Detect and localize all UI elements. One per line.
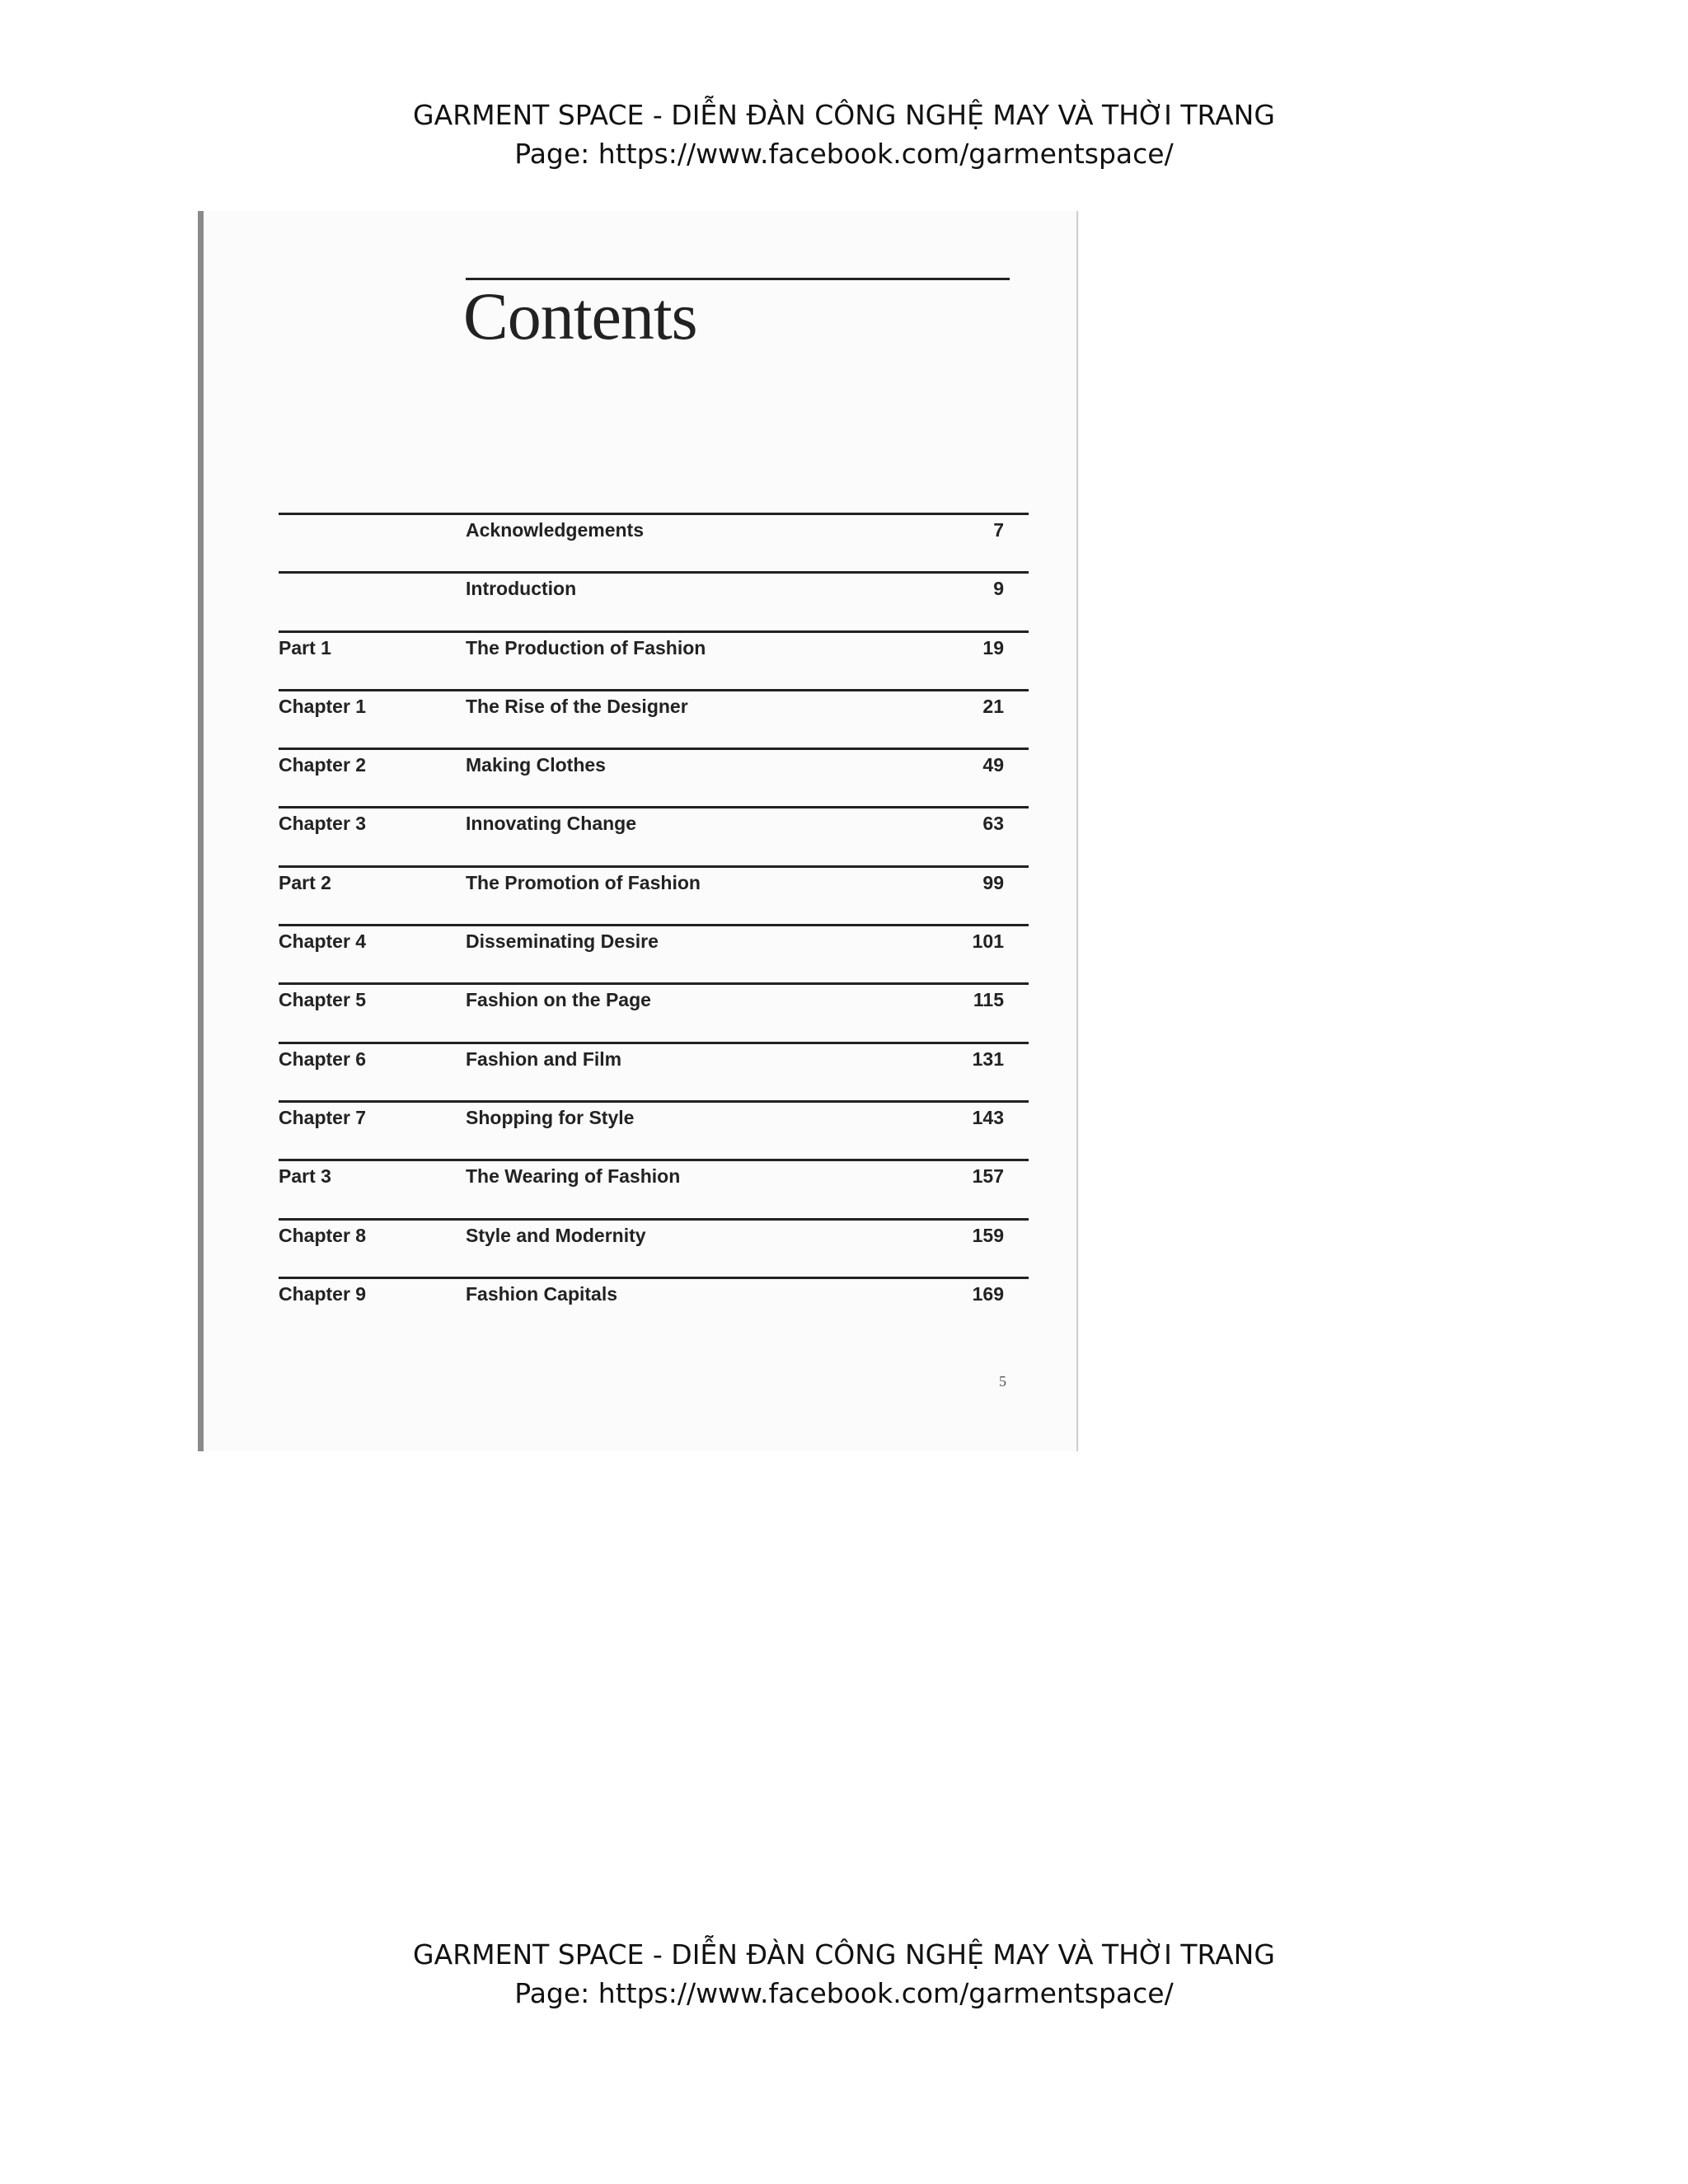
toc-row	[279, 806, 1029, 865]
toc-label: Chapter 3	[279, 813, 367, 835]
toc-page-number: 169	[972, 1282, 1004, 1305]
toc-row	[279, 748, 1029, 806]
toc-page-number: 7	[993, 519, 1004, 541]
toc-row	[279, 1100, 1029, 1159]
toc-label: Chapter 6	[279, 1047, 367, 1070]
scanned-page	[198, 211, 1080, 1451]
banner-link: Page: https://www.facebook.com/garmentspace/	[514, 138, 1174, 170]
banner-title: GARMENT SPACE - DIỄN ĐÀN CÔNG NGHỆ MAY VÀ THỜI TRANG	[413, 99, 1275, 131]
table-of-contents	[279, 513, 1029, 1335]
banner-link: Page: https://www.facebook.com/garmentspace/	[514, 1977, 1174, 2009]
toc-page-number: 131	[972, 1047, 1004, 1070]
banner-title: GARMENT SPACE - DIỄN ĐÀN CÔNG NGHỆ MAY VÀ THỜI TRANG	[413, 1938, 1275, 1971]
toc-label: Part 3	[279, 1165, 331, 1188]
toc-row	[279, 1277, 1029, 1335]
toc-title: The Rise of the Designer	[466, 695, 688, 717]
toc-title: Style and Modernity	[466, 1224, 646, 1246]
toc-row	[279, 630, 1029, 689]
toc-label: Chapter 5	[279, 989, 367, 1011]
toc-page-number: 159	[972, 1224, 1004, 1246]
toc-page-number: 63	[982, 813, 1004, 835]
toc-title: Fashion Capitals	[466, 1282, 618, 1305]
toc-row	[279, 571, 1029, 630]
toc-page-number: 19	[982, 636, 1004, 658]
toc-row	[279, 513, 1029, 571]
toc-title: Making Clothes	[466, 754, 606, 776]
toc-page-number: 21	[982, 695, 1004, 717]
toc-row	[279, 924, 1029, 982]
toc-title: Innovating Change	[466, 813, 636, 835]
toc-title: Shopping for Style	[466, 1106, 635, 1128]
toc-title: The Wearing of Fashion	[466, 1165, 681, 1188]
toc-row	[279, 1218, 1029, 1277]
toc-label: Part 2	[279, 871, 331, 893]
toc-page-number: 49	[982, 754, 1004, 776]
toc-label: Chapter 9	[279, 1282, 367, 1305]
toc-label: Part 1	[279, 636, 331, 658]
page-number: 5	[999, 1373, 1006, 1390]
toc-row	[279, 1042, 1029, 1100]
toc-title: Disseminating Desire	[466, 930, 659, 953]
toc-page-number: 143	[972, 1106, 1004, 1128]
toc-page-number: 99	[982, 871, 1004, 893]
toc-label: Chapter 7	[279, 1106, 367, 1128]
header-banner	[0, 96, 1688, 173]
toc-row	[279, 1159, 1029, 1217]
toc-row	[279, 982, 1029, 1041]
toc-label: Chapter 1	[279, 695, 367, 717]
page-left-edge	[198, 211, 204, 1451]
toc-page-number: 115	[973, 989, 1004, 1011]
toc-label: Chapter 2	[279, 754, 367, 776]
toc-label: Chapter 8	[279, 1224, 367, 1246]
toc-page-number: 157	[972, 1165, 1004, 1188]
toc-page-number: 9	[993, 578, 1004, 600]
toc-title: The Promotion of Fashion	[466, 871, 701, 893]
footer-banner	[0, 1935, 1688, 2013]
toc-page-number: 101	[972, 930, 1004, 953]
page-title: Contents	[463, 279, 697, 354]
toc-title: Fashion on the Page	[466, 989, 651, 1011]
toc-title: Introduction	[466, 578, 577, 600]
page-right-edge	[1076, 211, 1078, 1451]
toc-label: Chapter 4	[279, 930, 367, 953]
toc-title: Fashion and Film	[466, 1047, 622, 1070]
toc-title: Acknowledgements	[466, 519, 644, 541]
toc-title: The Production of Fashion	[466, 636, 706, 658]
toc-row	[279, 865, 1029, 924]
toc-row	[279, 689, 1029, 748]
